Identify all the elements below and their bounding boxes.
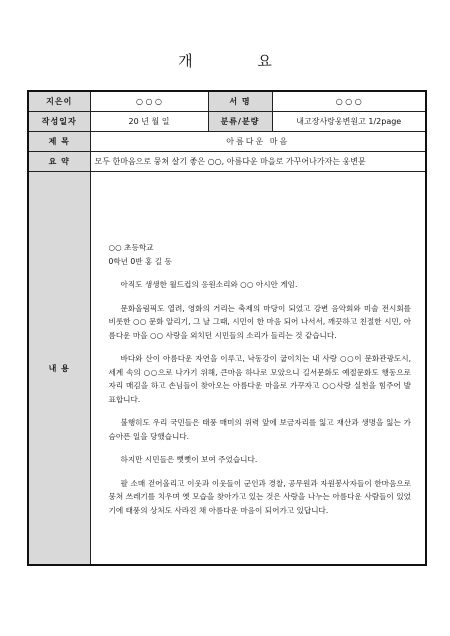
category-label: 분류/분량 (208, 112, 272, 132)
name-value: ○ ○ ○ (272, 91, 426, 112)
paragraph-2: 문화올림픽도 열려, 영화의 거리는 축제의 마당이 되었고 강변 음악회와 미술 전시회를 비롯한 ○○ 문화 알리기, 그 날 그때, 시민이 한 마음 되어 나서서, 깨끗하고 친절한 시민, 아름다운 마을 ○○ 사랑을 외치던 시민들의 소리가 들리는 것 같습니다. (108, 303, 411, 340)
content-cell (90, 172, 426, 566)
student-line: 0학년 0반 홍 길 동 (108, 256, 172, 266)
summary-value: 모두 한마음으로 뭉쳐 살기 좋은 ○○, 아름다운 마을로 가꾸어나가자는 웅변문 (90, 152, 426, 172)
content-label: 내 용 (28, 172, 90, 566)
page-title: 개 요 (178, 52, 302, 70)
author-value: ○ ○ ○ (90, 91, 208, 112)
paragraph-1: 아직도 생생한 월드컵의 응원소리와 ○○ 아시안 게임. (120, 280, 298, 289)
school-line: ○○ 초등학교 (108, 243, 154, 252)
paragraph-4: 불행히도 우리 국민들은 태풍 매미의 위력 앞에 보금자리를 잃고 재산과 생명을 잃는 가슴아픈 일을 당했습니다. (108, 418, 411, 441)
paragraph-3: 바다와 산이 아름다운 자연을 이루고, 낙동강이 굽이치는 내 사랑 ○○이 문화관광도시, 세계 속의 ○○으로 나가기 위해, 큰마음 하나로 모았으니 길서문화도 예절문화도 행동으로 자리 매김을 하고 손님들이 찾아오는 아름다운 마을로 가꾸자고 ○○사랑 실천을 힘주어 발표합니다. (108, 354, 411, 404)
name-label: 서 명 (208, 91, 272, 112)
speech-body (95, 209, 422, 517)
subject-value: 아름다운 마음 (90, 132, 426, 152)
date-label: 작성일자 (28, 112, 90, 132)
author-label: 지은이 (28, 91, 90, 112)
paragraph-5: 하지만 시민들은 뻣뻣이 보여 주었습니다. (120, 455, 258, 464)
date-value: 20 년 월 일 (90, 112, 208, 132)
summary-label: 요 약 (28, 152, 90, 172)
subject-label: 제 목 (28, 132, 90, 152)
category-value: 내고장사랑웅변원고 1/2page (272, 112, 426, 132)
paragraph-6: 팔 소매 걷어올리고 이웃과 이웃들이 군인과 경찰, 공무원과 자원봉사자들이 한마음으로 뭉쳐 쓰레기를 치우며 옛 모습을 찾아가고 있는 것은 사랑을 나누는 아름다운 사람들이 있었기에 태풍의 상처도 사라진 채 아름다운 마음이 되어가고 있답니다. (108, 478, 411, 515)
overview-form (27, 90, 427, 566)
